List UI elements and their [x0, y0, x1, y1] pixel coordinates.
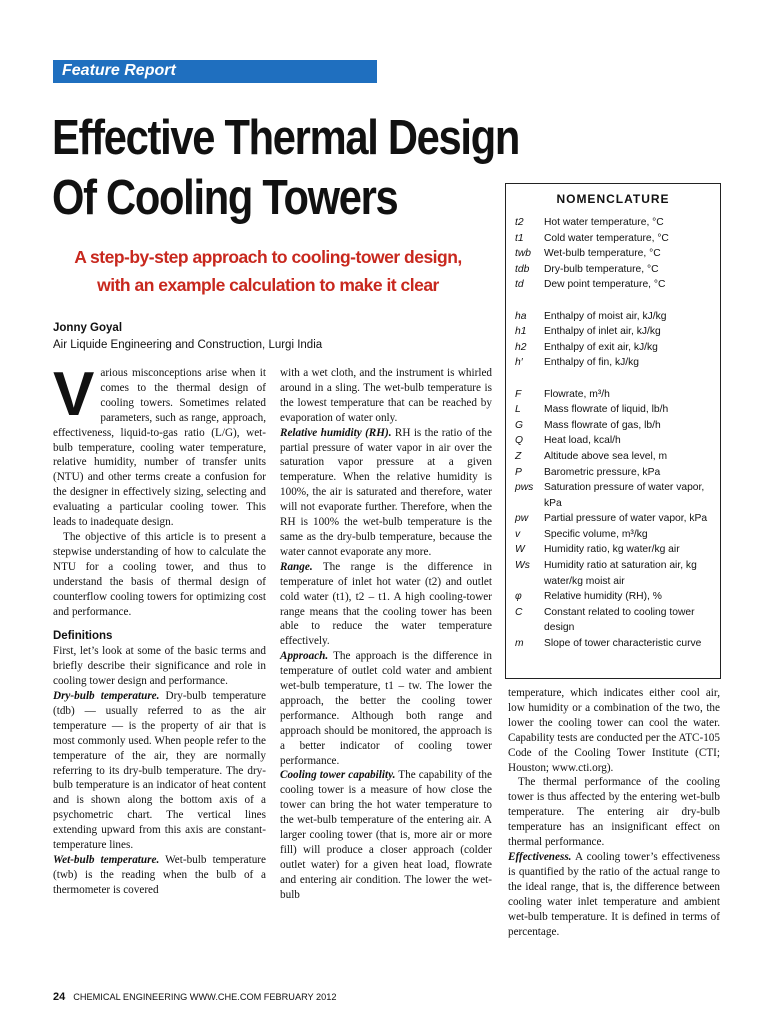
nomenclature-box [505, 183, 721, 679]
nomenclature-symbol: W [515, 544, 525, 556]
nomenclature-row [506, 636, 720, 652]
effectiveness-paragraph: Effectiveness. A cooling tower’s effectiveness is quantified by the ratio of the actual range to the ideal range, that is, the difference between cooling water inlet temperature and ambient wet-bulb temperature. It is defined in terms of percentage. [508, 850, 720, 938]
nomenclature-row [506, 589, 720, 605]
body-column-3 [508, 686, 720, 939]
nomenclature-definition: Enthalpy of exit air, kJ/kg [544, 341, 658, 353]
nomenclature-definition: Mass flowrate of gas, lb/h [544, 419, 661, 431]
footer-text: CHEMICAL ENGINEERING WWW.CHE.COM FEBRUARY 2012 [73, 992, 337, 1002]
article-subtitle [58, 243, 478, 299]
nomenclature-symbol: ha [515, 310, 527, 322]
section-banner [53, 60, 377, 83]
nomenclature-definition: Enthalpy of fin, kJ/kg [544, 357, 640, 369]
nomenclature-row [506, 542, 720, 558]
dry-bulb-paragraph: Dry-bulb temperature. Dry-bulb temperature (tdb) — usually referred to as the air temperature — is the property of air that is most commonly used. When people refer to the temperature of the air, they are normally referring to its dry-bulb temperature. The dry-bulb temperature is an indicator of heat content and is shown along the bottom axis of a psychometric chart. The vertical lines extending upward from this axis are constant-temperature lines. [53, 690, 266, 852]
nomenclature-symbol: tdb [515, 263, 530, 275]
capability-paragraph: Cooling tower capability. The capability of the cooling tower is a measure of how close the tower can bring the hot water temperature to the wet-bulb temperature of the entering air. A larger cooling tower (that is, more air or more fill) will produce a closer approach (colder outlet water) for a given heat load, flowrate and entering air condition. The lower the wet-bulb [280, 769, 492, 901]
approach-term: Approach. [280, 650, 329, 663]
nomenclature-row [506, 558, 720, 589]
nomenclature-definition: Altitude above sea level, m [544, 450, 668, 462]
capability-continued: temperature, which indicates either cool air, low humidity or a combination of the two, the lower the cooling tower can cool the water. Capability tests are conducted per the ATC-105 Code of the Cooling Tower Institute (CTI; Houston; www.cti.org). [508, 687, 720, 774]
page-footer [53, 991, 337, 1003]
nomenclature-definition: Saturation pressure of water vapor, kPa [544, 482, 705, 509]
nomenclature-definition: Barometric pressure, kPa [544, 466, 661, 478]
nomenclature-symbol: φ [515, 591, 522, 603]
nomenclature-row [506, 324, 720, 340]
nomenclature-symbol: t2 [515, 217, 524, 228]
nomenclature-row [506, 527, 720, 543]
author-affiliation: Air Liquide Engineering and Construction, Lurgi India [53, 339, 323, 351]
range-paragraph: Range. The range is the difference in temperature of inlet hot water (t2) and outlet cold water (t1), t2 – t1. A high cooling-tower range means that the cooling tower has been able to reduce the water temperature effectively. [280, 560, 492, 648]
nomenclature-row [506, 262, 720, 278]
effectiveness-term: Effectiveness. [508, 850, 572, 863]
nomenclature-definition: Slope of tower characteristic curve [544, 638, 702, 650]
nomenclature-row [506, 355, 720, 371]
nomenclature-symbol: m [515, 638, 524, 650]
nomenclature-definition: Hot water temperature, °C [544, 217, 664, 228]
rh-term: Relative humidity (RH). [280, 426, 392, 439]
nomenclature-symbol: pw [515, 513, 529, 525]
banner-label: Feature Report [62, 62, 176, 79]
capability-term: Cooling tower capability. [280, 769, 396, 782]
nomenclature-symbol: L [515, 404, 521, 416]
nomenclature-symbol: G [515, 419, 524, 431]
nomenclature-symbol: C [515, 606, 523, 618]
nomenclature-symbol: v [515, 528, 521, 540]
nomenclature-symbol: h′ [515, 357, 523, 369]
nomenclature-symbol: Q [515, 435, 524, 447]
nomenclature-row [506, 433, 720, 449]
nomenclature-row [506, 402, 720, 418]
nomenclature-definition: Humidity ratio, kg water/kg air [544, 544, 680, 556]
author-name: Jonny Goyal [53, 322, 123, 334]
drop-cap: V [53, 360, 95, 429]
article-title [52, 108, 519, 228]
nomenclature-definition: Dry-bulb temperature, °C [544, 263, 659, 275]
nomenclature-row [506, 215, 720, 231]
nomenclature-symbol: Ws [515, 560, 530, 572]
nomenclature-row [506, 340, 720, 356]
nomenclature-symbol: td [515, 279, 524, 291]
nomenclature-row [506, 465, 720, 481]
nomenclature-definition: Flowrate, m³/h [544, 388, 610, 400]
nomenclature-symbol: h1 [515, 326, 527, 338]
wet-bulb-paragraph: Wet-bulb temperature. Wet-bulb temperature (twb) is the reading when the bulb of a thermometer is covered [53, 854, 266, 896]
nomenclature-row [506, 418, 720, 434]
nomenclature-definition: Humidity ratio at saturation air, kg water/kg moist air [544, 560, 697, 587]
nomenclature-definition: Dew point temperature, °C [544, 279, 666, 291]
nomenclature-title: NOMENCLATURE [556, 192, 670, 206]
title-line-2: Of Cooling Towers [52, 171, 398, 225]
nomenclature-definition: Heat load, kcal/h [544, 435, 621, 447]
body-column-1 [53, 360, 266, 898]
nomenclature-gap [506, 371, 720, 387]
nomenclature-definition: Relative humidity (RH), % [544, 591, 662, 603]
subtitle-line-1: A step-by-step approach to cooling-tower design, [74, 247, 462, 267]
nomenclature-row [506, 449, 720, 465]
nomenclature-definition: Cold water temperature, °C [544, 232, 669, 244]
definitions-heading: Definitions [53, 630, 113, 643]
nomenclature-symbol: h2 [515, 341, 527, 353]
thermal-performance-paragraph: The thermal performance of the cooling tower is thus affected by the entering wet-bulb temperature. The entering air dry-bulb temperature has an insignificant effect on thermal performance. [508, 776, 720, 849]
nomenclature-definition: Wet-bulb temperature, °C [544, 248, 661, 260]
page-number: 24 [53, 991, 66, 1003]
nomenclature-row [506, 511, 720, 527]
rh-paragraph: Relative humidity (RH). RH is the ratio of the partial pressure of water vapor in air over the saturation vapor pressure at a given temperature. When the relative humidity is 100%, the air is saturated and therefore, water will not evaporate further. Therefore, when the RH is 100% the wet-bulb temperature is the same as the dry-bulb temperature, because the water cannot evaporate any more. [280, 426, 492, 558]
nomenclature-symbol: t1 [515, 232, 524, 244]
nomenclature-row [506, 605, 720, 636]
body-column-2 [280, 366, 492, 903]
nomenclature-definition: Enthalpy of moist air, kJ/kg [544, 310, 667, 322]
nomenclature-row [506, 387, 720, 403]
nomenclature-symbol: P [515, 466, 522, 478]
nomenclature-list [506, 215, 720, 652]
nomenclature-symbol: pws [515, 482, 534, 494]
wet-bulb-continued: with a wet cloth, and the instrument is whirled around in a sling. The wet-bulb temperature is the lowest temperature that can be reached by evaporation of water only. [280, 367, 492, 424]
nomenclature-row [506, 246, 720, 262]
nomenclature-row [506, 309, 720, 325]
nomenclature-row [506, 480, 720, 511]
nomenclature-definition: Enthalpy of inlet air, kJ/kg [544, 326, 661, 338]
nomenclature-definition: Specific volume, m³/kg [544, 528, 648, 540]
approach-paragraph: Approach. The approach is the difference in temperature of outlet cold water and ambient wet-bulb temperature, t1 – tw. The lower the approach, the better the cooling tower performance. Although both range and approach should be monitored, the approach is a better indicator of cooling tower performance. [280, 650, 492, 767]
range-term: Range. [280, 560, 313, 573]
nomenclature-symbol: twb [515, 248, 532, 260]
nomenclature-symbol: Z [515, 450, 522, 462]
nomenclature-definition: Mass flowrate of liquid, lb/h [544, 404, 669, 416]
nomenclature-definition: Partial pressure of water vapor, kPa [544, 513, 708, 525]
dry-bulb-term: Dry-bulb temperature. [53, 690, 160, 703]
subtitle-line-2: with an example calculation to make it clear [97, 275, 439, 295]
nomenclature-symbol: F [515, 388, 522, 400]
nomenclature-row [506, 277, 720, 293]
nomenclature-row [506, 231, 720, 247]
wet-bulb-term: Wet-bulb temperature. [53, 854, 160, 866]
intro-paragraph: Various misconceptions arise when it comes to the thermal design of cooling towers. Sometimes related parameters, such as range, approach, effectiveness, liquid-to-gas ratio (L/G), wet-bulb temperature, cooling water temperature, relative humidity, number of transfer units (NTU) and other terms create a confusion for the designer in effectively sizing, selecting and evaluating a particular cooling tower. This leads to inadequate design. [53, 360, 266, 529]
title-line-1: Effective Thermal Design [52, 111, 520, 165]
objective-paragraph: The objective of this article is to present a stepwise understanding of how to calculate the NTU for a cooling tower, and thus to understand the basis of thermal design of counterflow cooling towers for optimizing cost and performance. [53, 530, 266, 618]
definitions-paragraph: First, let’s look at some of the basic terms and briefly describe their significance and role in cooling tower design and performance. [53, 645, 266, 688]
nomenclature-definition: Constant related to cooling tower design [544, 606, 695, 634]
nomenclature-gap [506, 293, 720, 309]
